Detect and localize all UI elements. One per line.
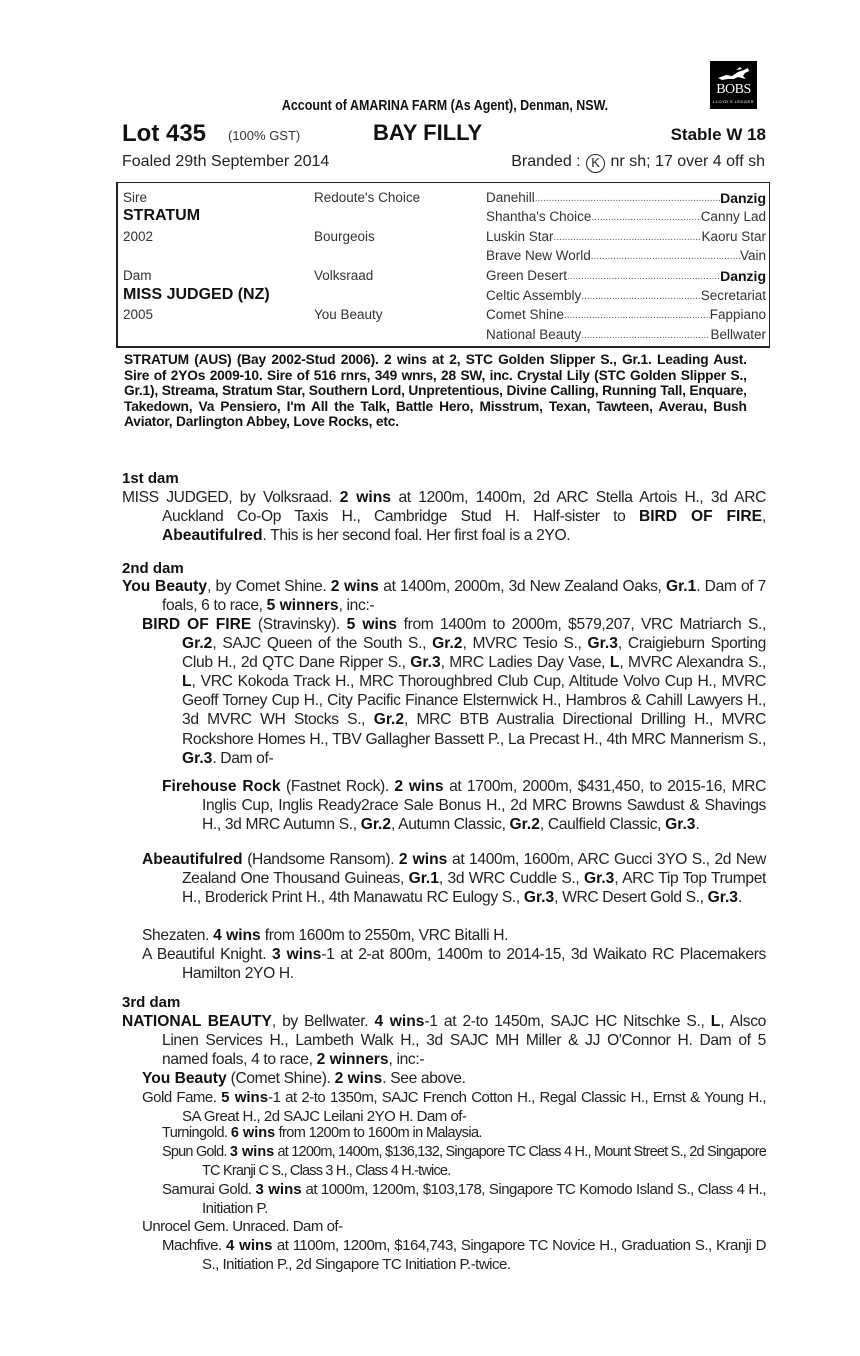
sire-sire: Redoute's Choice xyxy=(314,190,421,205)
gst-note: (100% GST) xyxy=(228,128,301,143)
circled-k-brand-icon: K xyxy=(586,154,605,173)
beautiful-knight-entry: A Beautiful Knight. 3 wins-1 at 2-at 800m, 1400m to 2014-15, 3d Waikato RC Placemakers Hamilton 2YO H. xyxy=(142,946,766,983)
sire-name: STRATUM xyxy=(123,207,201,224)
second-dam-heading: 2nd dam xyxy=(122,560,184,577)
sire-dam: Bourgeois xyxy=(314,229,375,244)
foal-line xyxy=(122,153,772,175)
unrocel-gem-entry: Unrocel Gem. Unraced. Dam of- xyxy=(142,1218,343,1235)
machfive-entry: Machfive. 4 wins at 1100m, 1200m, $164,743, Singapore TC Novice H., Graduation S., Kranji D S., Initiation P., 2d Singapore TC Initiation P.-twice. xyxy=(162,1237,766,1274)
horse-racing-icon xyxy=(716,66,752,82)
third-dam-heading: 3rd dam xyxy=(122,994,181,1011)
shezaten-entry: Shezaten. 4 wins from 1600m to 2550m, VRC Bitalli H. xyxy=(142,927,509,944)
pedigree-third-gen: Comet Shine ..... Fappiano xyxy=(486,307,766,322)
dam-sire: Volksraad xyxy=(314,268,374,283)
lot-number: Lot 435 xyxy=(122,120,207,147)
logo-subtitle: LLOYD'S LEDGER xyxy=(712,99,755,104)
you-beauty-3rd-entry: You Beauty (Comet Shine). 2 wins. See above. xyxy=(142,1070,466,1087)
vendor-line: Account of AMARINA FARM (As Agent), Denman, NSW. xyxy=(281,98,609,114)
spun-gold-entry: Spun Gold. 3 wins at 1200m, 1400m, $136,132, Singapore TC Class 4 H., Mount Street S., 2d Singapore TC Kranji C S., Class 3 H., Class 4 H.-twice. xyxy=(162,1144,766,1179)
pedigree-third-gen: Celtic Assembly ..... Secretariat xyxy=(486,288,766,303)
sire-summary: STRATUM (AUS) (Bay 2002-Stud 2006). 2 wins at 2, STC Golden Slipper S., Gr.1. Leading Aust. Sire of 2YOs 2009-10. Sire of 516 rnrs, 349 wnrs, 28 SW, inc. Crystal Lily (STC Golden Slipper S., Gr.1), Streama, Stratum Star, Southern Lord, Unpretentious, Divine Calling, Running Tall, Enquare, Takedown, Va Pensiero, I'm All the Talk, Battle Hero, Misstrum, Texan, Tawteen, Averau, Bush Aviator, Darlington Abbey, Love Rocks, etc. xyxy=(124,352,747,431)
national-beauty-entry: NATIONAL BEAUTY, by Bellwater. 4 wins-1 at 2-to 1450m, SAJC HC Nitschke S., L, Alsco Linen Services H., Lambeth Walk H., 3d SAJC MH Miller & JJ O'Connor H. Dam of 5 named foals, 4 to race, 2 winners, inc:- xyxy=(122,1013,766,1069)
gold-fame-entry: Gold Fame. 5 wins-1 at 2-to 1350m, SAJC French Cotton H., Regal Classic H., Ernst & Young H., SA Great H., 2d SAJC Leilani 2YO H. Dam of- xyxy=(142,1089,766,1126)
dam-year: 2005 xyxy=(123,307,154,322)
dam-name: MISS JUDGED (NZ) xyxy=(123,286,270,303)
sire-year: 2002 xyxy=(123,229,154,244)
logo-word: BOBS xyxy=(716,82,751,97)
first-dam-heading: 1st dam xyxy=(122,470,179,487)
foaled-date: Foaled 29th September 2014 xyxy=(122,153,330,170)
branded-label: Branded : xyxy=(511,153,581,170)
dam-label: Dam xyxy=(123,268,152,283)
pedigree-third-gen: Green Desert ..... Danzig xyxy=(486,268,766,284)
lot-title: BAY FILLY xyxy=(373,120,483,145)
branded-details: nr sh; 17 over 4 off sh xyxy=(610,153,765,170)
abeautifulred-entry: Abeautifulred (Handsome Ransom). 2 wins at 1400m, 1600m, ARC Gucci 3YO S., 2d New Zealand One Thousand Guineas, Gr.1, 3d WRC Cuddle S., Gr.3, ARC Tip Top Trumpet H., Broderick Print H., 4th Manawatu RC Eulogy S., Gr.3, WRC Desert Gold S., Gr.3. xyxy=(142,851,767,907)
samurai-gold-entry: Samurai Gold. 3 wins at 1000m, 1200m, $103,178, Singapore TC Komodo Island S., Class 4 H., Initiation P. xyxy=(162,1181,766,1218)
first-dam-paragraph: MISS JUDGED, by Volksraad. 2 wins at 1200m, 1400m, 2d ARC Stella Artois H., 3d ARC Auckland Co-Op Taxis H., Cambridge Stud H. Half-sister to BIRD OF FIRE, Abeautifulred. This is her second foal. Her first foal is a 2YO. xyxy=(122,489,767,545)
pedigree-third-gen: Brave New World ..... Vain xyxy=(486,248,766,263)
dam-dam: You Beauty xyxy=(314,307,383,322)
pedigree-table xyxy=(116,182,770,348)
bird-of-fire-entry: BIRD OF FIRE (Stravinsky). 5 wins from 1400m to 2000m, $579,207, VRC Matriarch S., Gr.2, SAJC Queen of the South S., Gr.2, MVRC Tesio S., Gr.3, Craigieburn Sporting Club H., 2d QTC Dane Ripper S., Gr.3, MRC Ladies Day Vase, L, MVRC Alexandra S., L, VRC Kokoda Track H., MRC Thoroughbred Club Cup, Altitude Volvo Cup H., MVRC Geoff Torney Cup H., City Pacific Finance Elsternwick H., Hambros & Cahill Lawyers H., 3d MVRC WH Stocks S., Gr.2, MRC BTB Australia Directional Drilling H., MVRC Rockshore Homes H., TBV Gallagher Bassett P., La Precast H., 4th MRC Mannerism S., Gr.3. Dam of- xyxy=(142,616,767,767)
stable-location: Stable W 18 xyxy=(670,125,766,144)
turningold-entry: Turningold. 6 wins from 1200m to 1600m in Malaysia. xyxy=(162,1125,482,1141)
pedigree-third-gen: Shantha's Choice ..... Canny Lad xyxy=(486,209,766,224)
lot-line xyxy=(122,120,772,148)
sire-label: Sire xyxy=(123,190,148,205)
firehouse-rock-entry: Firehouse Rock (Fastnet Rock). 2 wins at 1700m, 2000m, $431,450, to 2015-16, MRC Inglis Cup, Inglis Ready2race Sale Bonus H., 2d MRC Browns Sawdust & Shavings H., 3d MRC Autumn S., Gr.2, Autumn Classic, Gr.2, Caulfield Classic, Gr.3. xyxy=(162,778,766,834)
pedigree-third-gen: National Beauty ..... Bellwater xyxy=(486,327,766,342)
brand-description xyxy=(511,153,765,173)
you-beauty-entry: You Beauty, by Comet Shine. 2 wins at 1400m, 2000m, 3d New Zealand Oaks, Gr.1. Dam of 7 foals, 6 to race, 5 winners, inc:- xyxy=(122,578,766,615)
pedigree-third-gen: Luskin Star ..... Kaoru Star xyxy=(486,229,766,244)
pedigree-third-gen: Danehill ..... Danzig xyxy=(486,190,766,206)
